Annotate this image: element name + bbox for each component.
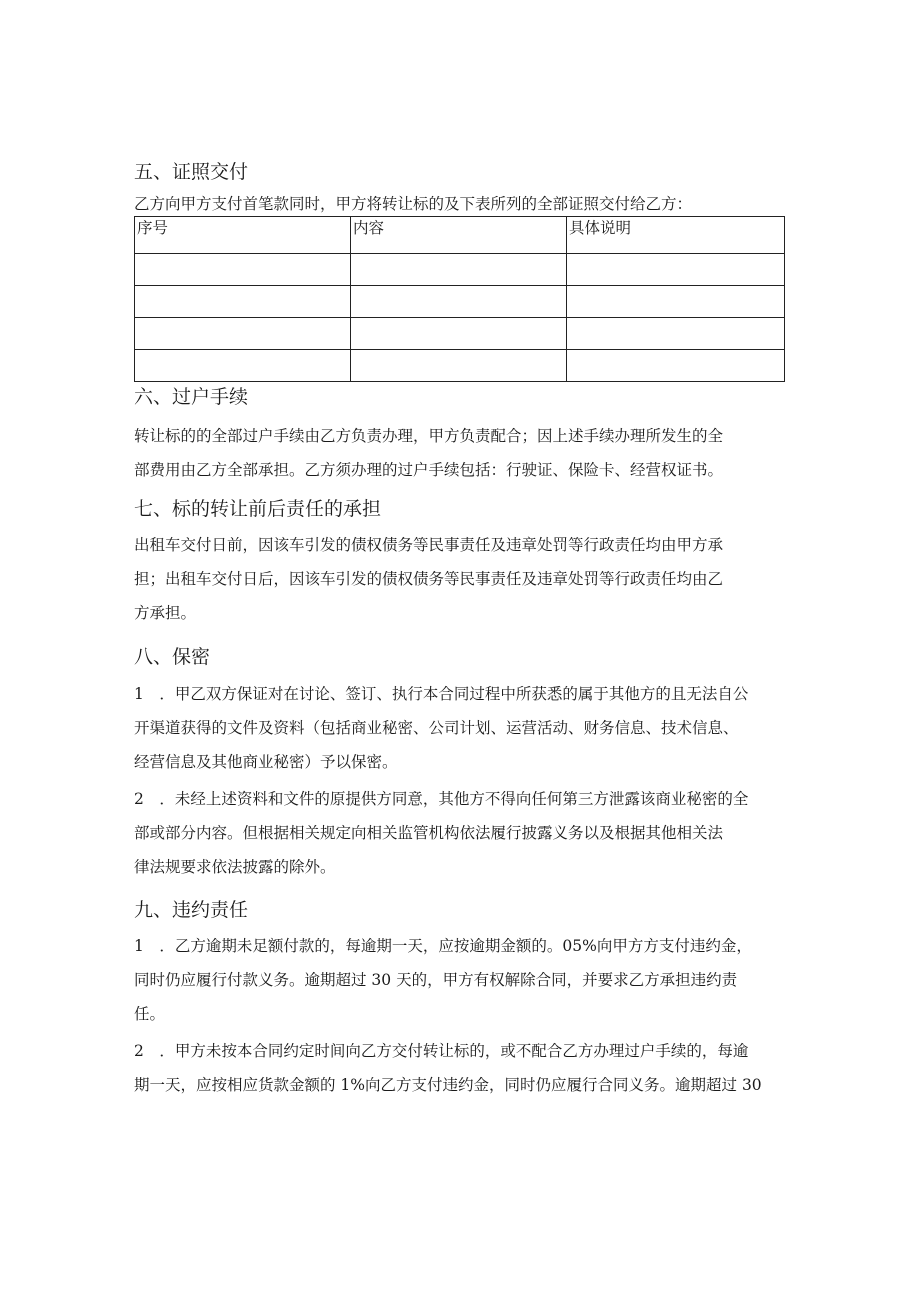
section-9-line: 期一天，应按相应货款金额的 1%向乙方支付违约金，同时仍应履行合同义务。逾期超过 30 (134, 1076, 762, 1094)
table-row (135, 286, 785, 318)
section-8-line: 律法规要求依法披露的除外。 (134, 858, 336, 876)
section-7-title: 七、标的转让前后责任的承担 (134, 498, 382, 520)
section-9-line: 任。 (134, 1005, 166, 1023)
table-cell (567, 286, 785, 318)
table-cell (135, 350, 351, 382)
section-6-line: 部费用由乙方全部承担。乙方须办理的过户手续包括：行驶证、保险卡、经营权证书。 (134, 461, 724, 479)
section-5-title: 五、证照交付 (134, 161, 249, 183)
table-cell (351, 254, 567, 286)
section-5-intro: 乙方向甲方支付首笔款同时，甲方将转让标的及下表所列的全部证照交付给乙方： (134, 195, 693, 213)
section-8-line: 部或部分内容。但根据相关规定向相关监管机构依法履行披露义务以及根据其他相关法 (134, 824, 724, 842)
table-cell (135, 254, 351, 286)
table-cell (351, 286, 567, 318)
table-header-cell: 内容 (351, 217, 567, 254)
table-header-cell: 序号 (135, 217, 351, 254)
section-9-line: 同时仍应履行付款义务。逾期超过 30 天的，甲方有权解除合同，并要求乙方承担违约责 (134, 971, 738, 989)
section-8-title: 八、保密 (134, 646, 211, 668)
table-header-cell: 具体说明 (567, 217, 785, 254)
table-cell (567, 254, 785, 286)
section-8-line: 开渠道获得的文件及资料（包括商业秘密、公司计划、运营活动、财务信息、技术信息、 (134, 719, 739, 737)
section-8-line: 2 ．未经上述资料和文件的原提供方同意，其他方不得向任何第三方泄露该商业秘密的全 (134, 790, 749, 808)
section-9-title: 九、违约责任 (134, 899, 249, 921)
section-9-line: 1 ．乙方逾期未足额付款的，每逾期一天，应按逾期金额的。05%向甲方方支付违约金， (134, 937, 752, 955)
certificates-table (134, 216, 785, 382)
section-9-line: 2 ．甲方未按本合同约定时间向乙方交付转让标的，或不配合乙方办理过户手续的，每逾 (134, 1042, 749, 1060)
table-row (135, 350, 785, 382)
section-7-line: 担；出租车交付日后，因该车引发的债权债务等民事责任及违章处罚等行政责任均由乙 (134, 570, 724, 588)
section-6-title: 六、过户手续 (134, 386, 249, 408)
table-row (135, 318, 785, 350)
table-cell (567, 350, 785, 382)
section-7-line: 出租车交付日前，因该车引发的债权债务等民事责任及违章处罚等行政责任均由甲方承 (134, 536, 724, 554)
table-row (135, 254, 785, 286)
section-7-line: 方承担。 (134, 604, 197, 622)
table-cell (567, 318, 785, 350)
table-cell (351, 318, 567, 350)
table-header-row (135, 217, 785, 254)
section-8-line: 经营信息及其他商业秘密）予以保密。 (134, 753, 398, 771)
section-6-line: 转让标的的全部过户手续由乙方负责办理，甲方负责配合；因上述手续办理所发生的全 (134, 427, 724, 445)
table-cell (135, 286, 351, 318)
section-8-line: 1 ．甲乙双方保证对在讨论、签订、执行本合同过程中所获悉的属于其他方的且无法自公 (134, 685, 749, 703)
table-cell (135, 318, 351, 350)
table-cell (351, 350, 567, 382)
